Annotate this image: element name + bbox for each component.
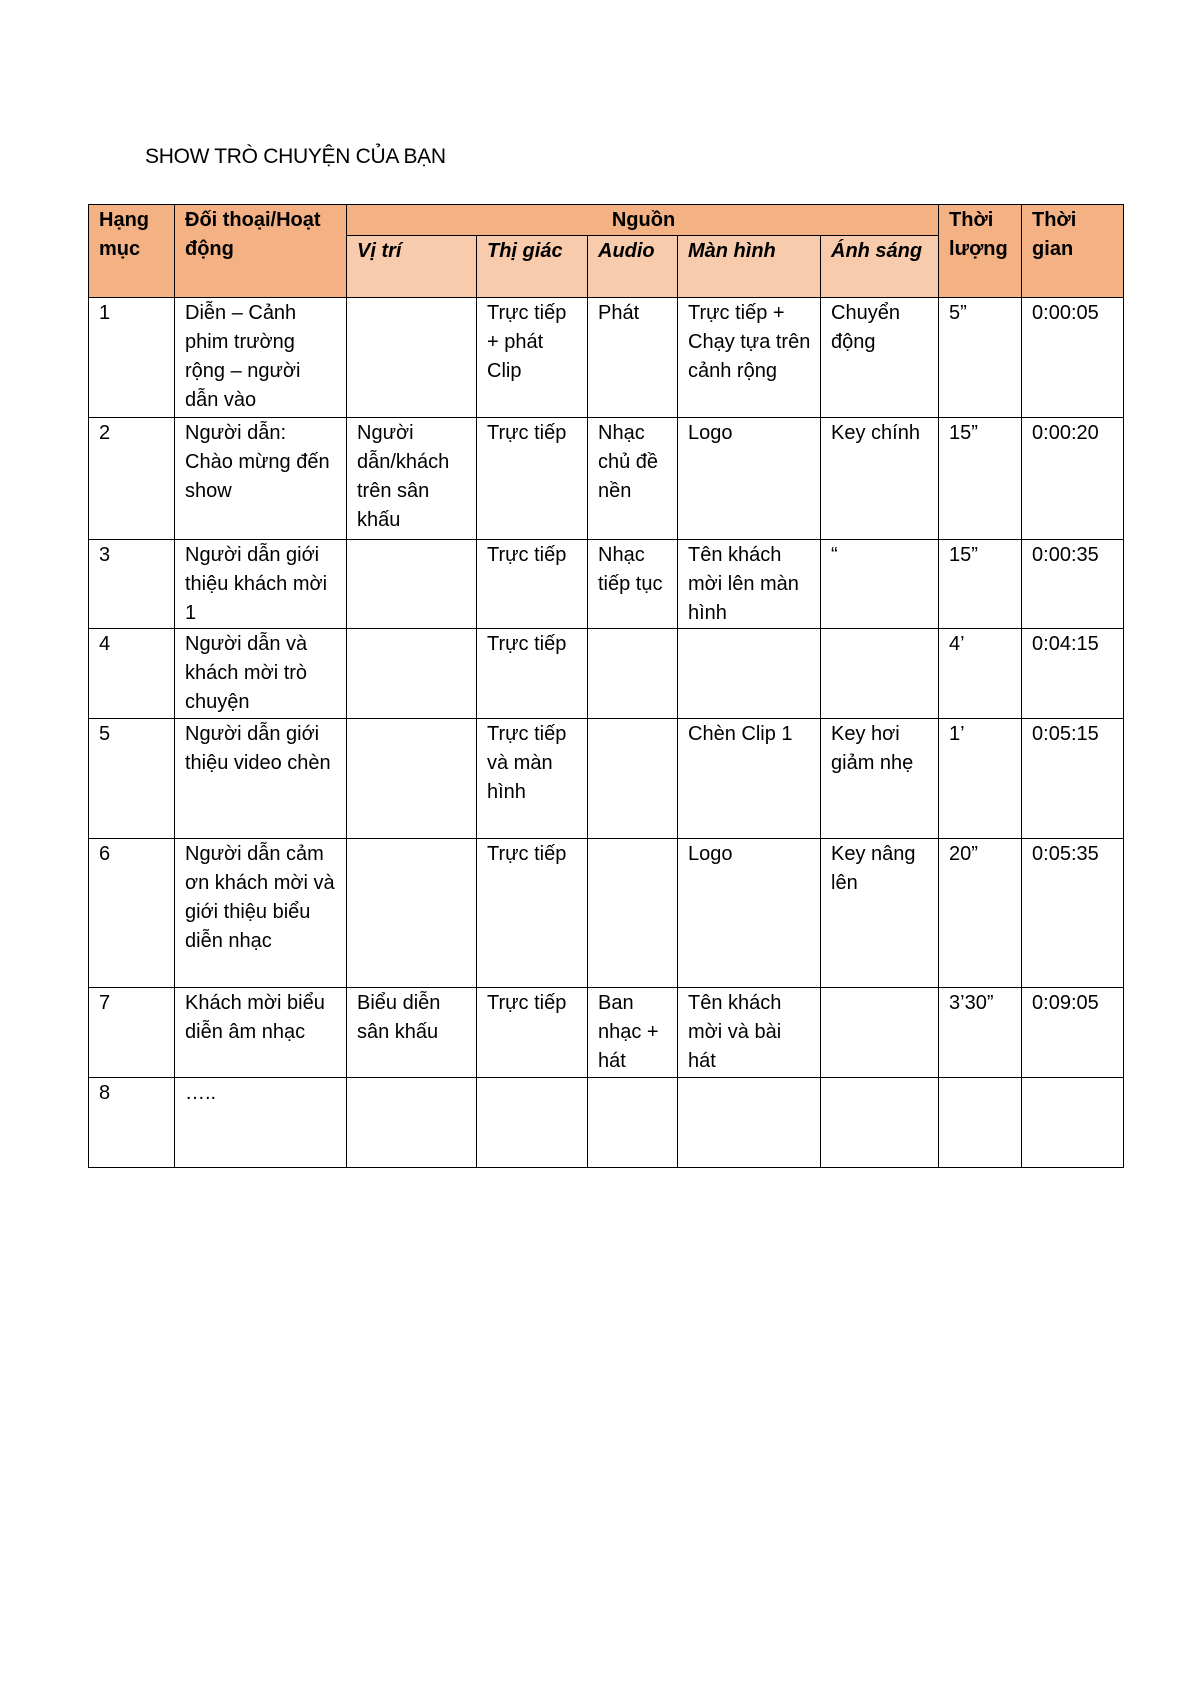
cell-duration: 20” xyxy=(939,839,1022,988)
cell-screen xyxy=(678,1078,821,1168)
cell-screen: Logo xyxy=(678,418,821,540)
cell-visual: Trực tiếp xyxy=(477,418,588,540)
header-item: Hạng mục xyxy=(89,205,175,298)
header-screen: Màn hình xyxy=(678,236,821,298)
cell-audio: Phát xyxy=(588,298,678,418)
header-position: Vị trí xyxy=(347,236,477,298)
cell-screen xyxy=(678,629,821,719)
cell-dialogue: Người dẫn giới thiệu video chèn xyxy=(175,719,347,839)
cell-visual: Trực tiếp xyxy=(477,629,588,719)
cell-lighting: Key chính xyxy=(821,418,939,540)
cell-audio xyxy=(588,1078,678,1168)
cell-screen: Tên khách mời và bài hát xyxy=(678,988,821,1078)
cell-lighting: Key nâng lên xyxy=(821,839,939,988)
cell-dialogue: Người dẫn: Chào mừng đến show xyxy=(175,418,347,540)
cell-screen: Logo xyxy=(678,839,821,988)
cell-time: 0:00:35 xyxy=(1022,540,1124,629)
cell-duration xyxy=(939,1078,1022,1168)
cell-audio: Nhạc chủ đề nền xyxy=(588,418,678,540)
table-row xyxy=(89,418,1124,540)
cell-item: 1 xyxy=(89,298,175,418)
header-dialogue: Đối thoại/Hoạt động xyxy=(175,205,347,298)
cell-visual: Trực tiếp xyxy=(477,988,588,1078)
cell-item: 7 xyxy=(89,988,175,1078)
table-row xyxy=(89,1078,1124,1168)
cell-dialogue: Diễn – Cảnh phim trường rộng – người dẫn vào xyxy=(175,298,347,418)
cell-lighting xyxy=(821,1078,939,1168)
cell-position xyxy=(347,719,477,839)
cell-item: 8 xyxy=(89,1078,175,1168)
table-row xyxy=(89,629,1124,719)
cell-duration: 15” xyxy=(939,418,1022,540)
table-row xyxy=(89,988,1124,1078)
cell-duration: 15” xyxy=(939,540,1022,629)
table-row xyxy=(89,298,1124,418)
cell-audio xyxy=(588,719,678,839)
cell-audio: Ban nhạc + hát xyxy=(588,988,678,1078)
header-duration: Thời lượng xyxy=(939,205,1022,298)
cell-screen: Trực tiếp + Chạy tựa trên cảnh rộng xyxy=(678,298,821,418)
header-source: Nguồn xyxy=(347,205,939,236)
cell-screen: Tên khách mời lên màn hình xyxy=(678,540,821,629)
cell-position xyxy=(347,1078,477,1168)
cell-visual: Trực tiếp và màn hình xyxy=(477,719,588,839)
cell-dialogue: Người dẫn và khách mời trò chuyện xyxy=(175,629,347,719)
cell-audio xyxy=(588,839,678,988)
header-visual: Thị giác xyxy=(477,236,588,298)
header-audio: Audio xyxy=(588,236,678,298)
table-row xyxy=(89,839,1124,988)
cell-dialogue: Khách mời biểu diễn âm nhạc xyxy=(175,988,347,1078)
cell-audio: Nhạc tiếp tục xyxy=(588,540,678,629)
cell-time: 0:00:20 xyxy=(1022,418,1124,540)
cell-time: 0:00:05 xyxy=(1022,298,1124,418)
cell-visual: Trực tiếp xyxy=(477,540,588,629)
cell-lighting xyxy=(821,988,939,1078)
cell-position: Biểu diễn sân khấu xyxy=(347,988,477,1078)
document-title: SHOW TRÒ CHUYỆN CỦA BẠN xyxy=(145,145,446,168)
cell-item: 5 xyxy=(89,719,175,839)
cell-position xyxy=(347,540,477,629)
table-header-row xyxy=(89,205,1124,236)
cell-time: 0:04:15 xyxy=(1022,629,1124,719)
cell-lighting xyxy=(821,629,939,719)
cell-visual xyxy=(477,1078,588,1168)
cell-time: 0:09:05 xyxy=(1022,988,1124,1078)
cell-duration: 4’ xyxy=(939,629,1022,719)
cell-visual: Trực tiếp xyxy=(477,839,588,988)
cell-duration: 5” xyxy=(939,298,1022,418)
cell-position: Người dẫn/khách trên sân khấu xyxy=(347,418,477,540)
cell-lighting: “ xyxy=(821,540,939,629)
cell-audio xyxy=(588,629,678,719)
cell-item: 6 xyxy=(89,839,175,988)
cell-dialogue: Người dẫn cảm ơn khách mời và giới thiệu biểu diễn nhạc xyxy=(175,839,347,988)
cell-duration: 3’30” xyxy=(939,988,1022,1078)
table-row xyxy=(89,540,1124,629)
cell-position xyxy=(347,629,477,719)
cell-lighting: Key hơi giảm nhẹ xyxy=(821,719,939,839)
cell-time xyxy=(1022,1078,1124,1168)
cell-screen: Chèn Clip 1 xyxy=(678,719,821,839)
cell-time: 0:05:15 xyxy=(1022,719,1124,839)
cell-dialogue: ….. xyxy=(175,1078,347,1168)
header-time: Thời gian xyxy=(1022,205,1124,298)
rundown-table xyxy=(88,204,1124,1168)
cell-lighting: Chuyển động xyxy=(821,298,939,418)
cell-duration: 1’ xyxy=(939,719,1022,839)
cell-item: 2 xyxy=(89,418,175,540)
cell-visual: Trực tiếp + phát Clip xyxy=(477,298,588,418)
cell-time: 0:05:35 xyxy=(1022,839,1124,988)
table-row xyxy=(89,719,1124,839)
cell-item: 3 xyxy=(89,540,175,629)
cell-position xyxy=(347,839,477,988)
header-lighting: Ánh sáng xyxy=(821,236,939,298)
cell-item: 4 xyxy=(89,629,175,719)
cell-dialogue: Người dẫn giới thiệu khách mời 1 xyxy=(175,540,347,629)
cell-position xyxy=(347,298,477,418)
